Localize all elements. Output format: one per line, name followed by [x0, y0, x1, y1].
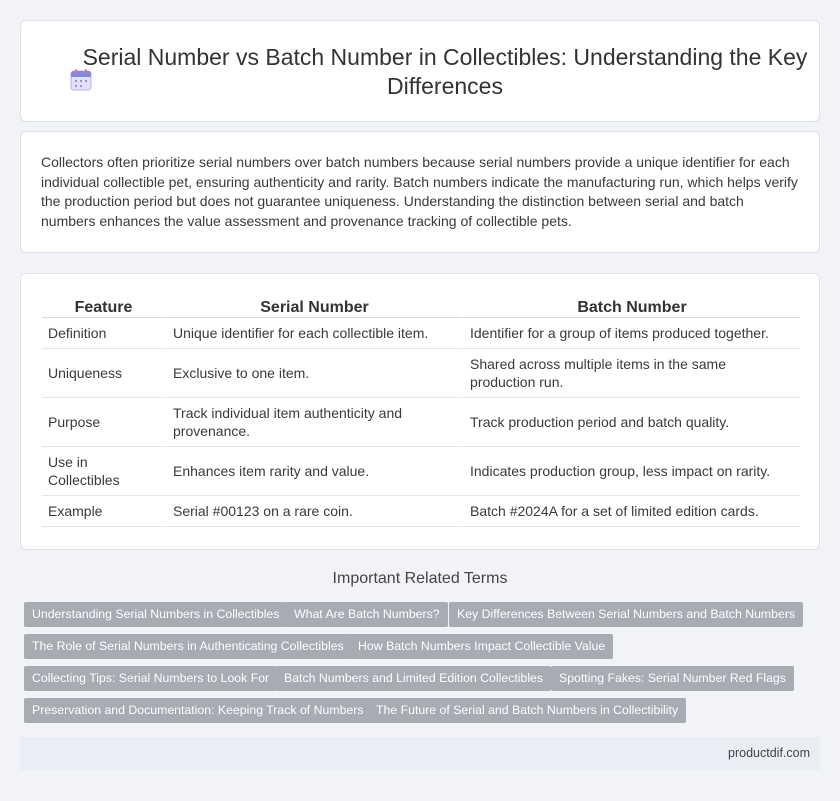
feature-cell: Purpose: [42, 398, 165, 447]
feature-cell: Example: [42, 496, 165, 527]
related-tag[interactable]: Preservation and Documentation: Keeping Track of Numbers: [24, 698, 372, 723]
related-tag[interactable]: Spotting Fakes: Serial Number Red Flags: [551, 666, 794, 691]
related-tag[interactable]: Collecting Tips: Serial Numbers to Look For: [24, 666, 277, 691]
title-card: [20, 20, 820, 122]
feature-cell: Use in Collectibles: [42, 447, 165, 496]
related-tag[interactable]: Key Differences Between Serial Numbers and Batch Numbers: [449, 602, 803, 627]
related-tag[interactable]: Batch Numbers and Limited Edition Collectibles: [276, 666, 551, 691]
comparison-table: [42, 295, 800, 527]
header-feature: Feature: [42, 295, 165, 318]
intro-card: [20, 131, 820, 253]
batch-cell: Indicates production group, less impact on rarity.: [462, 447, 800, 496]
comparison-table-card: [20, 273, 820, 550]
related-tag[interactable]: The Future of Serial and Batch Numbers in Collectibility: [368, 698, 686, 723]
table-row: [42, 496, 800, 527]
batch-cell: Shared across multiple items in the same production run.: [462, 349, 800, 398]
related-terms-heading: Important Related Terms: [332, 570, 508, 587]
related-tag[interactable]: How Batch Numbers Impact Collectible Value: [350, 634, 613, 659]
related-tag[interactable]: Understanding Serial Numbers in Collectibles: [24, 602, 287, 627]
batch-cell: Batch #2024A for a set of limited edition cards.: [462, 496, 800, 527]
table-row: [42, 349, 800, 398]
related-tag[interactable]: The Role of Serial Numbers in Authenticating Collectibles: [24, 634, 352, 659]
serial-cell: Exclusive to one item.: [165, 349, 462, 398]
footer-site-link[interactable]: productdif.com: [728, 746, 810, 760]
table-row: [42, 447, 800, 496]
serial-cell: Enhances item rarity and value.: [165, 447, 462, 496]
serial-cell: Track individual item authenticity and provenance.: [165, 398, 462, 447]
table-row: [42, 318, 800, 349]
batch-cell: Track production period and batch quality.: [462, 398, 800, 447]
related-tag[interactable]: What Are Batch Numbers?: [286, 602, 448, 627]
table-row: [42, 398, 800, 447]
feature-cell: Uniqueness: [42, 349, 165, 398]
header-batch-number: Batch Number: [462, 295, 800, 318]
batch-cell: Identifier for a group of items produced together.: [462, 318, 800, 349]
serial-cell: Serial #00123 on a rare coin.: [165, 496, 462, 527]
footer: [20, 737, 820, 770]
feature-cell: Definition: [42, 318, 165, 349]
table-header-row: [42, 295, 800, 318]
serial-cell: Unique identifier for each collectible item.: [165, 318, 462, 349]
header-serial-number: Serial Number: [165, 295, 462, 318]
intro-paragraph: Collectors often prioritize serial numbers over batch numbers because serial numbers provide a unique identifier for each individual collectible pet, ensuring authenticity and rarity. Batch numbers indicate the manufacturing run, which helps verify the production period but does not guarantee uniqueness. Understanding the distinction between serial and batch numbers enhances the value assessment and provenance tracking of collectible pets.: [41, 154, 798, 229]
page-title: Serial Number vs Batch Number in Collectibles: Understanding the Key Differences: [82, 44, 808, 99]
